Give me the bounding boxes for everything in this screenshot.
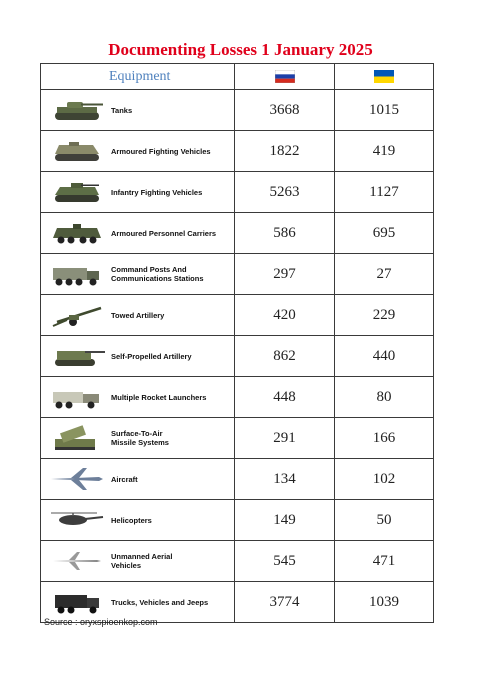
ukraine-losses: 80: [335, 377, 434, 418]
equipment-name: Unmanned Aerial Vehicles: [111, 552, 173, 570]
russia-losses: 862: [235, 336, 335, 377]
table-row: [41, 213, 434, 254]
russia-losses: 149: [235, 500, 335, 541]
russia-losses: 3668: [235, 90, 335, 131]
table-row: [41, 131, 434, 172]
ukraine-losses: 471: [335, 541, 434, 582]
ukraine-losses: 166: [335, 418, 434, 459]
ukraine-flag-icon: [374, 70, 394, 83]
equipment-cell: [41, 295, 235, 336]
self-propelled-artillery-icon: [47, 341, 107, 371]
russia-column-header: [235, 64, 335, 90]
equipment-cell: [41, 254, 235, 295]
table-row: [41, 172, 434, 213]
russia-losses: 297: [235, 254, 335, 295]
russia-losses: 1822: [235, 131, 335, 172]
equipment-cell: [41, 213, 235, 254]
tank-icon: [47, 95, 107, 125]
equipment-cell: [41, 131, 235, 172]
equipment-name: Towed Artillery: [111, 310, 165, 320]
equipment-cell: [41, 172, 235, 213]
table-row: [41, 377, 434, 418]
rocket-launcher-icon: [47, 382, 107, 412]
equipment-cell: [41, 377, 235, 418]
source-caption: Source : oryxspioenkop.com: [44, 617, 158, 627]
equipment-cell: [41, 418, 235, 459]
page-title: Documenting Losses 1 January 2025: [108, 40, 373, 59]
equipment-name: Tanks: [111, 105, 133, 115]
equipment-cell: [41, 90, 235, 131]
russia-losses: 545: [235, 541, 335, 582]
ukraine-losses: 1127: [335, 172, 434, 213]
ukraine-losses: 440: [335, 336, 434, 377]
russia-losses: 420: [235, 295, 335, 336]
aircraft-icon: [47, 464, 107, 494]
command-post-icon: [47, 259, 107, 289]
equipment-column-header: [41, 64, 235, 90]
equipment-name: Aircraft: [111, 474, 138, 484]
towed-artillery-icon: [47, 300, 107, 330]
table-row: [41, 336, 434, 377]
ukraine-column-header: [335, 64, 434, 90]
russia-flag-icon: [275, 70, 295, 83]
ukraine-losses: 695: [335, 213, 434, 254]
ukraine-losses: 50: [335, 500, 434, 541]
equipment-cell: [41, 500, 235, 541]
infantry-fighting-vehicle-icon: [47, 177, 107, 207]
russia-losses: 448: [235, 377, 335, 418]
equipment-header-label: Equipment: [109, 68, 171, 84]
table-row: [41, 500, 434, 541]
russia-losses: 134: [235, 459, 335, 500]
ukraine-losses: 27: [335, 254, 434, 295]
russia-losses: 5263: [235, 172, 335, 213]
sam-system-icon: [47, 423, 107, 453]
ukraine-losses: 229: [335, 295, 434, 336]
table-row: [41, 295, 434, 336]
equipment-name: Surface-To-Air Missile Systems: [111, 429, 169, 447]
table-row: [41, 541, 434, 582]
equipment-cell: [41, 336, 235, 377]
ukraine-losses: 102: [335, 459, 434, 500]
armoured-personnel-carrier-icon: [47, 218, 107, 248]
ukraine-losses: 1015: [335, 90, 434, 131]
armoured-fighting-vehicle-icon: [47, 136, 107, 166]
ukraine-losses: 1039: [335, 582, 434, 623]
table-row: [41, 90, 434, 131]
table-row: [41, 254, 434, 295]
uav-icon: [47, 546, 107, 576]
equipment-name: Self-Propelled Artillery: [111, 351, 192, 361]
equipment-name: Trucks, Vehicles and Jeeps: [111, 597, 209, 607]
table-row: [41, 459, 434, 500]
russia-losses: 3774: [235, 582, 335, 623]
equipment-name: Command Posts And Communications Stations: [111, 265, 204, 283]
equipment-name: Infantry Fighting Vehicles: [111, 187, 203, 197]
equipment-cell: [41, 459, 235, 500]
table-row: [41, 418, 434, 459]
equipment-name: Helicopters: [111, 515, 152, 525]
ukraine-losses: 419: [335, 131, 434, 172]
helicopter-icon: [47, 505, 107, 535]
losses-table: [40, 63, 434, 623]
russia-losses: 291: [235, 418, 335, 459]
russia-losses: 586: [235, 213, 335, 254]
equipment-cell: [41, 541, 235, 582]
table-header-row: [41, 64, 434, 90]
equipment-name: Armoured Fighting Vehicles: [111, 146, 211, 156]
equipment-name: Armoured Personnel Carriers: [111, 228, 217, 238]
truck-icon: [47, 587, 107, 617]
equipment-name: Multiple Rocket Launchers: [111, 392, 207, 402]
